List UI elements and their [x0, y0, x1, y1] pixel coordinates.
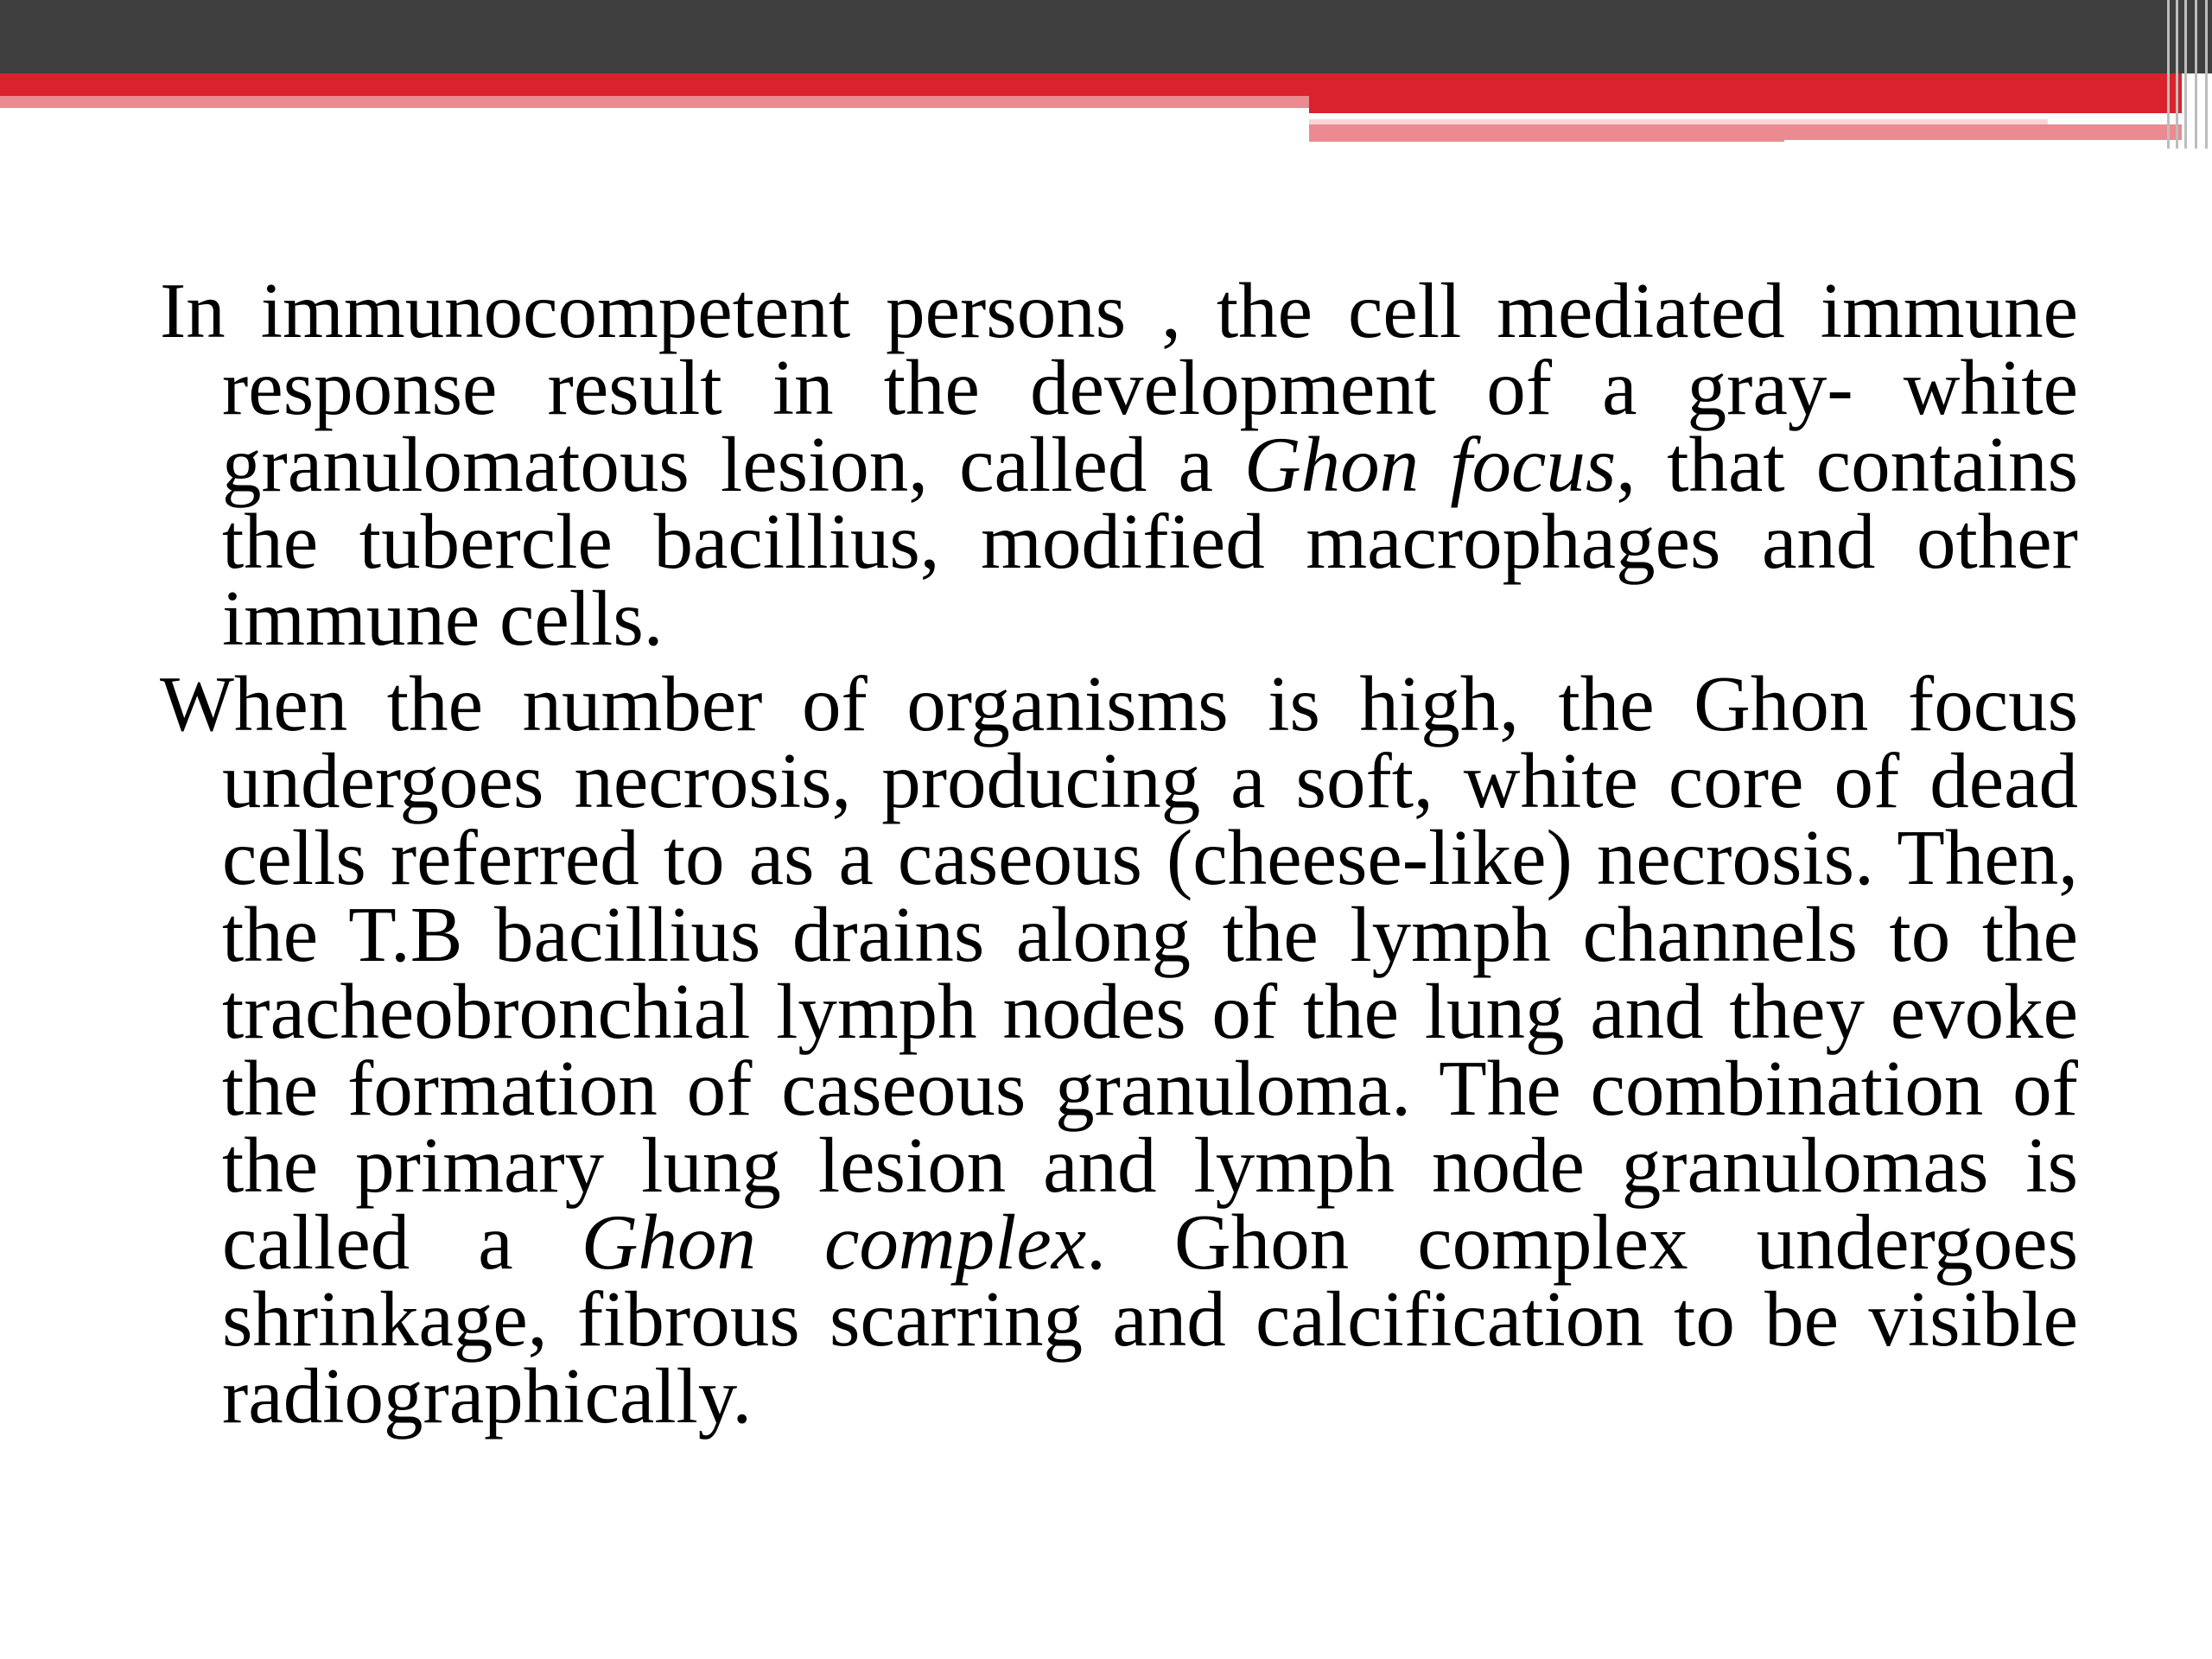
header-stripe-notch	[1784, 140, 2182, 149]
header-pink-stripe-right	[1309, 124, 2182, 142]
header-red-stripe-right	[1309, 73, 2182, 113]
paragraph-ghon-focus	[160, 267, 2079, 662]
term-ghon-complex: Ghon complex	[581, 1198, 1087, 1286]
paragraph-text: . Ghon complex undergoes shrinkage, fibrous scarring and calcification to be visible radiographically.	[222, 1198, 2078, 1440]
paragraph-text: , that contains the tubercle bacillius, modified macrophages and other immune cells.	[222, 421, 2079, 662]
header-thin-highlight	[1309, 119, 2048, 124]
term-ghon-focus: Ghon focus	[1243, 421, 1617, 508]
paragraph-text: In immunocompetent persons , the cell mediated immune response result in the development of a gray- white granulomatous lesion, called a	[160, 267, 2078, 508]
edge-line	[2176, 0, 2178, 149]
edge-line	[2167, 0, 2170, 149]
edge-line	[2184, 0, 2187, 149]
header-edge-lines	[2160, 0, 2212, 149]
paragraph-text: When the number of organisms is high, the Ghon focus undergoes necrosis, producing a soft, white core of dead cells referred to as a caseous (cheese-like) necrosis. Then, the T.B bacillius drains along the lymph channels to the tracheobronchial lymph nodes of the lung and they evoke the formation of caseous granuloma. The combination of the primary lung lesion and lymph node granulomas is called a	[160, 660, 2078, 1286]
edge-line	[2195, 0, 2197, 149]
slide-body	[160, 267, 2079, 1443]
edge-line	[2205, 0, 2208, 149]
header-pink-stripe-left	[0, 96, 1309, 108]
paragraph-ghon-complex	[160, 660, 2078, 1440]
header-dark-bar	[0, 0, 2212, 73]
header-red-stripe-left	[0, 73, 1309, 96]
